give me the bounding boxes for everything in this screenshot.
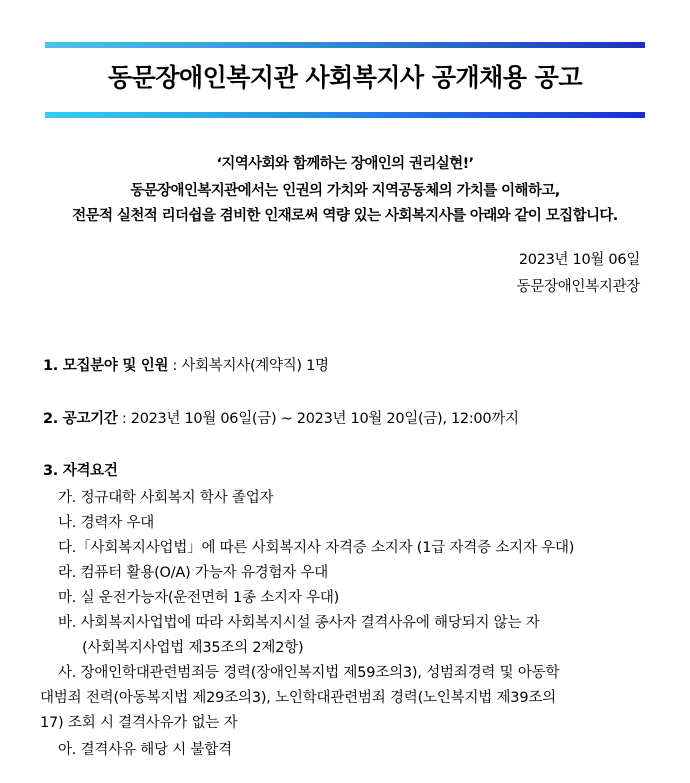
qualification-item: 라. 컴퓨터 활용(O/A) 가능자 유경험자 우대 bbox=[58, 565, 329, 581]
qualification-item: 나. 경력자 우대 bbox=[58, 515, 155, 531]
section-recruitment-value: : 사회복지사(계약직) 1명 bbox=[168, 358, 329, 374]
bottom-divider-bar bbox=[45, 112, 645, 118]
intro-slogan: ‘지역사회와 함께하는 장애인의 권리실현!’ bbox=[216, 156, 474, 172]
qualification-item: 아. 결격사유 해당 시 불합격 bbox=[58, 742, 232, 758]
page-title: 동문장애인복지관 사회복지사 공개채용 공고 bbox=[108, 63, 582, 92]
qualification-item-continued: 대범죄 전력(아동복지법 제29조의3), 노인학대관련범죄 경력(노인복지법 제39조의 bbox=[40, 690, 556, 706]
intro-line-3: 전문적 실천적 리더쉽을 겸비한 인재로써 역량 있는 사회복지사를 아래와 같이 모집합니다. bbox=[72, 208, 618, 224]
qualification-item: 마. 실 운전가능자(운전면허 1종 소지자 우대) bbox=[58, 590, 340, 606]
section-period bbox=[43, 407, 519, 428]
qualification-item: 바. 사회복지사업법에 따라 사회복지시설 종사자 결격사유에 해당되지 않는 자 bbox=[58, 615, 540, 631]
qualification-item: 가. 정규대학 사회복지 학사 졸업자 bbox=[58, 490, 274, 506]
qualification-item-note: (사회복지사업법 제35조의 2제2항) bbox=[82, 640, 304, 656]
qualification-item: 사. 장애인학대관련범죄등 경력(장애인복지법 제59조의3), 성범죄경력 및 아동학 bbox=[58, 665, 560, 681]
section-recruitment-label: 1. 모집분야 및 인원 bbox=[43, 358, 169, 374]
notice-date: 2023년 10월 06일 bbox=[518, 252, 640, 268]
section-period-value: : 2023년 10월 06일(금) ~ 2023년 10월 20일(금), 12:00까지 bbox=[117, 411, 519, 427]
section-recruitment bbox=[43, 354, 329, 375]
section-qualifications-label: 3. 자격요건 bbox=[43, 463, 118, 479]
top-divider-bar bbox=[45, 42, 645, 48]
section-period-label: 2. 공고기간 bbox=[43, 411, 118, 427]
qualification-item-continued: 17) 조회 시 결격사유가 없는 자 bbox=[40, 715, 238, 731]
issuer-name: 동문장애인복지관장 bbox=[516, 279, 640, 295]
intro-line-2: 동문장애인복지관에서는 인권의 가치와 지역공동체의 가치를 이해하고, bbox=[130, 183, 560, 199]
qualification-item: 다.「사회복지사업법」에 따른 사회복지사 자격증 소지자 (1급 자격증 소지자 우대) bbox=[58, 540, 575, 556]
